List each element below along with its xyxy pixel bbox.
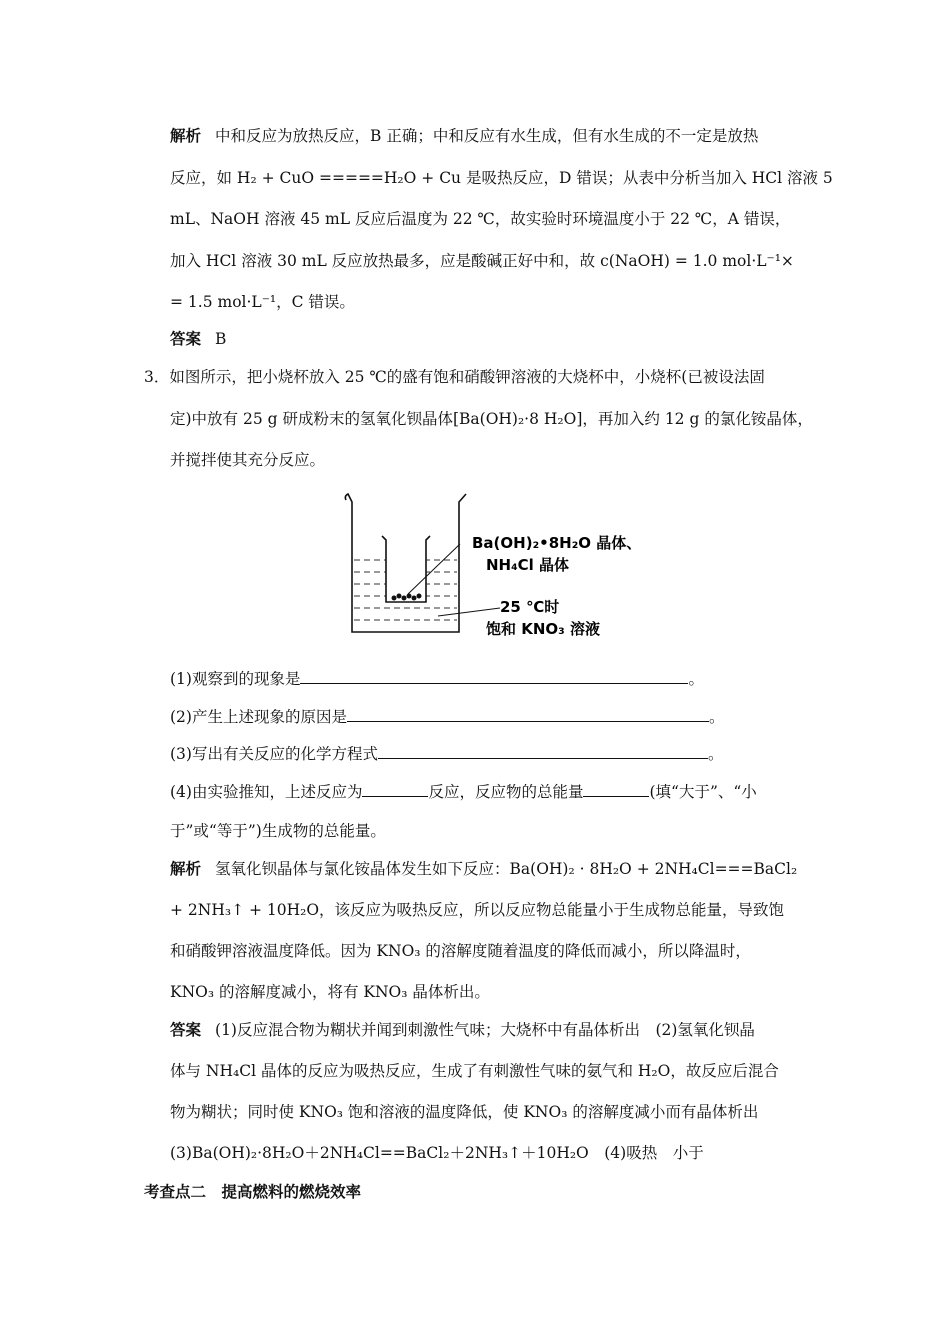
analysis-1-label: 解析	[170, 127, 202, 145]
answer-blank-1[interactable]	[300, 668, 688, 684]
analysis-2-label: 解析	[170, 860, 202, 878]
answer-blank-4b[interactable]	[583, 781, 649, 797]
subquestion-3: (3)写出有关反应的化学方程式 。	[170, 745, 724, 763]
analysis-2-line-4: KNO₃ 的溶解度减小，将有 KNO₃ 晶体析出。	[170, 983, 490, 1001]
question-3-line-3: 并搅拌使其充分反应。	[170, 451, 326, 469]
answer-blank-3[interactable]	[378, 743, 708, 759]
label-crystals-1: Ba(OH)₂•8H₂O 晶体、	[472, 534, 642, 552]
answer-1	[170, 328, 226, 350]
analysis-1-line-2: 反应，如 H₂ + CuO =====H₂O + Cu 是吸热反应，D 错误；从表中分析当加入 HCl 溶液 5	[170, 169, 833, 187]
answer-blank-2[interactable]	[347, 706, 709, 722]
analysis-1-line-1: 解析 中和反应为放热反应，B 正确；中和反应有水生成，但有水生成的不一定是放热	[170, 127, 759, 145]
label-solution-2: 饱和 KNO₃ 溶液	[486, 620, 600, 638]
subquestion-4-continued: 于”或“等于”)生成物的总能量。	[170, 822, 386, 840]
subquestion-2: (2)产生上述现象的原因是 。	[170, 708, 725, 726]
answer-2-line-3: 物为糊状；同时使 KNO₃ 饱和溶液的温度降低，使 KNO₃ 的溶解度减小而有晶体析出	[170, 1103, 759, 1121]
label-crystals-2: NH₄Cl 晶体	[486, 556, 570, 574]
subquestion-1: (1)观察到的现象是 。	[170, 670, 704, 688]
answer-2-line-4: (3)Ba(OH)₂·8H₂O＋2NH₄Cl==BaCl₂＋2NH₃↑＋10H₂O (4)吸热 小于	[170, 1144, 704, 1162]
answer-2-line-1: 答案 (1)反应混合物为糊状并闻到刺激性气味；大烧杯中有晶体析出 (2)氢氧化钡晶	[170, 1021, 755, 1039]
analysis-2-line-3: 和硝酸钾溶液温度降低。因为 KNO₃ 的溶解度随着温度的降低而减小，所以降温时，	[170, 942, 751, 960]
label-solution-1: 25 ℃时	[500, 598, 560, 616]
pointer-solution	[438, 608, 500, 616]
question-number: 3．	[144, 368, 170, 386]
analysis-1-line-3: mL、NaOH 溶液 45 mL 反应后温度为 22 ℃，故实验时环境温度小于 22 ℃，A 错误，	[170, 210, 791, 228]
answer-2-line-2: 体与 NH₄Cl 晶体的反应为吸热反应，生成了有刺激性气味的氨气和 H₂O，故反应后混合	[170, 1062, 779, 1080]
answer-blank-4a[interactable]	[362, 781, 428, 797]
subquestion-4: (4)由实验推知，上述反应为 反应，反应物的总能量 (填“大于”、“小	[170, 783, 757, 801]
analysis-1-line-4: 加入 HCl 溶液 30 mL 反应放热最多，应是酸碱正好中和，故 c(NaOH) = 1.0 mol·L⁻¹×	[170, 252, 794, 270]
answer-1-label: 答案	[170, 330, 202, 348]
analysis-2-line-1: 解析 氢氧化钡晶体与氯化铵晶体发生如下反应：Ba(OH)₂ · 8H₂O + 2NH₄Cl===BaCl₂	[170, 860, 798, 878]
analysis-2-line-2: + 2NH₃↑ + 10H₂O，该反应为吸热反应，所以反应物总能量小于生成物总能量，导致饱	[170, 901, 785, 919]
question-3-line-2: 定)中放有 25 g 研成粉末的氢氧化钡晶体[Ba(OH)₂·8 H₂O]，再加入约 12 g 的氯化铵晶体，	[170, 410, 813, 428]
question-3-line-1: 3．如图所示，把小烧杯放入 25 ℃的盛有饱和硝酸钾溶液的大烧杯中，小烧杯(已被设法固	[144, 368, 765, 386]
answer-1-value: B	[215, 330, 227, 348]
section-heading: 考查点二 提高燃料的燃烧效率	[144, 1183, 362, 1201]
answer-2-label: 答案	[170, 1021, 202, 1039]
beaker-figure	[338, 488, 668, 648]
analysis-1-line-5: = 1.5 mol·L⁻¹，C 错误。	[170, 293, 355, 311]
